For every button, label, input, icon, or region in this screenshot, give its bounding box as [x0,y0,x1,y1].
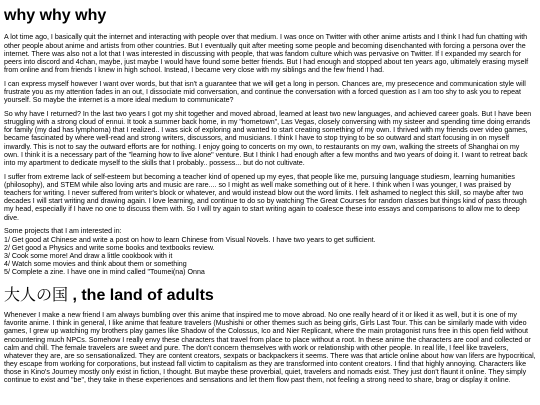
section-heading [4,286,536,305]
section-heading-jp: 大人の国 [4,285,69,305]
project-item: 3/ Cook some more! And draw a little cookbook with it [4,251,173,260]
project-item: 4/ Watch some movies and think about them or something [4,260,187,269]
project-item: 2/ Get good a Physics and write some books and textbooks review. [4,243,215,252]
projects-list [4,227,536,276]
project-item: 5/ Complete a zine. I have one in mind called "Toumei(na) Onna [4,268,205,277]
intro-paragraph: A lot time ago, I basically quit the internet and interacting with people over that medium. I was once on Twitter with other anime artists and I think I had fun chatting with other people about anime and artists from other countries. But I eventually quit after meeting some people and becoming disenchanted with forcing a persona over the internet. There was also not a lot that I was interested in discussing with people, that was fandom culture which was pervasive on Twitter. If I expanded my search for peers into discord and 4chan, maybe, just maybe I would have found some better friends. But I had enough and stopped about ten years ago, ultimately erasing myself from online and from friends I knew in high school. Instead, I became very close with my siblings and the few friend I had. [4,33,529,75]
project-item: 1/ Get good at Chinese and write a post on how to learn Chinese from Visual Novels. I have two years to get sufficient. [4,235,376,244]
section-paragraph: Whenever I make a new friend I am always bumbling over this anime that inspired me to move abroad. No one really heard of it or liked it as well, but it is one of my favorite anime. I think in general, I like anime that feature travelers (Mushishi or other themes such as being girls, Girls Last Tour. This can be similarly made with video games, I grew up watching my brothers play games like Shadow of the Colossus, Ico and Nier Replicant, where the main protagonist runs free in this open field without encountering much NPCs. Somehow I really envy these characters that travel from place to place without a root. In these anime the characters are cool and collected or calm and chill. The female travelers are sweet and pure. The don't concern themselves with work or relationship with other people. In real life, I feel like travelers, whatever they are, are so sensationalized. They are content creators, sexpats or backpackers it seems. There was that article online about how van lifers are hypocritical, they escape from working for corporations, but instead fall victim to capitalism as they are transformed into content creators. I find that highly annoying. Characters like those in Kino's Journey mostly only exist in fiction, I thought. But maybe these proverbial, quiet, travelers and nomads exist. They just don't flaunt it online. They simply continue to exist and "be", they take in these experiences and sensations and let them flow past them, not feeling a strong need to share, brag or display it online. [4,311,536,385]
intro-paragraph: So why have I returned? In the last two years I got my shit together and moved abroad, learned at least two new languages, and achieved career goals. But I have been struggling with a strong cloud of ennui. It took a summer back home, in my "hometown", Las Vegas, closely conversing with my sisteer and spending time doing errands for family (my dad has lymphoma) that I realized.. I was sick of exploring and wanted to start creating something of my own. I thrived with my friends over video games, became fascinated by where well-read and strong writers, discussors, and musicians. I think I have to stop trying to be so outward and start focusing in on myself inwardly. This is not to say the outward efforts are for nothing. I enjoy going to concerts on my own, to restaurants on my own, walking the streets of Shanghai on my own. I think it is a necessary part of the "learning how to live alone" venture. But I think I had enough after a few months and two years of doing it. I want to retreat back into my apartment to dedicate myself to the skills that I probably.. possess... but do not cultivate. [4,109,532,167]
page-title: why why why [4,6,107,24]
intro-paragraph: I suffer from extreme lack of self-esteem but becoming a teacher kind of opened up my eyes, that people like me, pursuing language studiesm, learning humanities (philosophy), and STEM while also loving arts and music are rare.... so I might as well make something out of it here. I think when I was younger, I was praised by teachers for writing. I never suffered from writer's block or whatever, and would instead blow out the word limits. I felt ashamed to neglect this skill, so maybe after two decades I will start writing and drawing again. I love learning, and continue to do so by watching The Great Courses for random classes but things kind of pass through my head, especially if I have no one to discuss them with. So I will try again to start writing again to coalesce these into essays and comparisons to allow me to deep dive. [4,172,527,222]
section-heading-text: , the land of adults [68,287,214,305]
intro-paragraph: I can express myself however I want over words, but that isn't a guarantee that we will get a long in person. Chances are, my presecence and communication style will frustrate you as my attention fades in an out, I dissociate mid conversation, and continue the conversation with a forced question as I am too shy to ask you to repeat yourself. So maybe the internet is a more ideal medium to communicate? [4,79,526,105]
projects-intro: Some projects that I am interested in: [4,227,122,236]
